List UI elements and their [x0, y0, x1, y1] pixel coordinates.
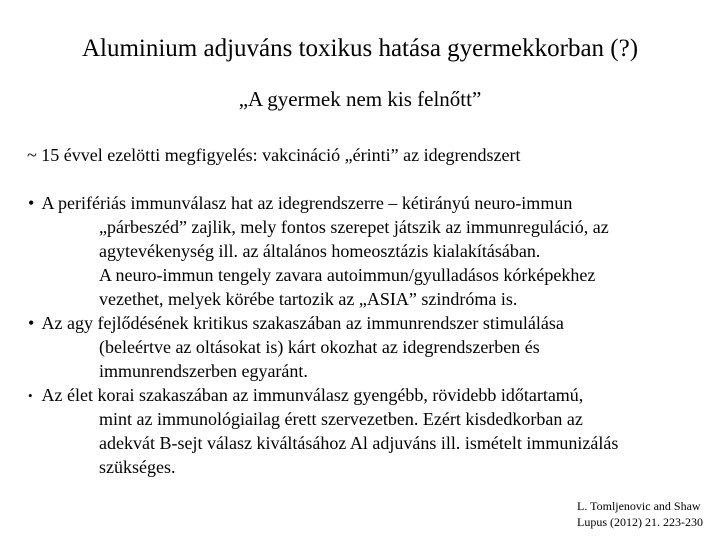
- bullet-item: [28, 383, 708, 479]
- bullet-list: [28, 191, 708, 479]
- bullet-text-line: A neuro-immun tengely zavara autoimmun/gyulladásos kórképekhez: [99, 265, 596, 285]
- bullet-text-line: (beleértve az oltásokat is) kárt okozhat az idegrendszerben és: [99, 337, 540, 357]
- bullet-text-line: agytevékenység ill. az általános homeosztázis kialakításában.: [99, 241, 541, 261]
- bullet-text-line: Az agy fejlődésének kritikus szakaszában az immunrendszer stimulálása: [41, 313, 564, 333]
- bullet-item: [28, 311, 708, 383]
- slide-title: Aluminium adjuváns toxikus hatása gyermekkorban (?): [81, 35, 639, 62]
- bullet-text-line: Az élet korai szakaszában az immunválasz gyengébb, rövidebb időtartamú,: [41, 385, 584, 405]
- bullet-marker: •: [28, 193, 35, 213]
- bullet-text-line: adekvát B-sejt válasz kiváltásához Al adjuváns ill. ismételt immunizálás: [99, 433, 619, 453]
- citation-authors: L. Tomljenovic and Shaw: [577, 499, 701, 513]
- bullet-text-line: szükséges.: [99, 457, 176, 477]
- bullet-text-line: immunrendszerben egyaránt.: [99, 361, 308, 381]
- bullet-text-line: vezethet, melyek körébe tartozik az „ASIA” szindróma is.: [99, 289, 518, 309]
- bullet-text-line: mint az immunológiailag érett szervezetben. Ezért kisdedkorban az: [99, 409, 583, 429]
- bullet-marker: •: [28, 388, 33, 403]
- bullet-text-line: „párbeszéd” zajlik, mely fontos szerepet játszik az immunreguláció, az: [99, 217, 609, 237]
- bullet-marker: •: [28, 313, 35, 333]
- slide-subtitle: „A gyermek nem kis felnőtt”: [238, 87, 482, 111]
- intro-line: ~ 15 évvel ezelötti megfigyelés: vakcináció „érinti” az idegrendszert: [27, 145, 521, 165]
- citation: [577, 498, 703, 530]
- bullet-text-line: A perifériás immunválasz hat az idegrendszerre – kétirányú neuro-immun: [41, 193, 573, 213]
- citation-reference: Lupus (2012) 21. 223-230: [577, 515, 703, 529]
- bullet-item: [28, 191, 708, 311]
